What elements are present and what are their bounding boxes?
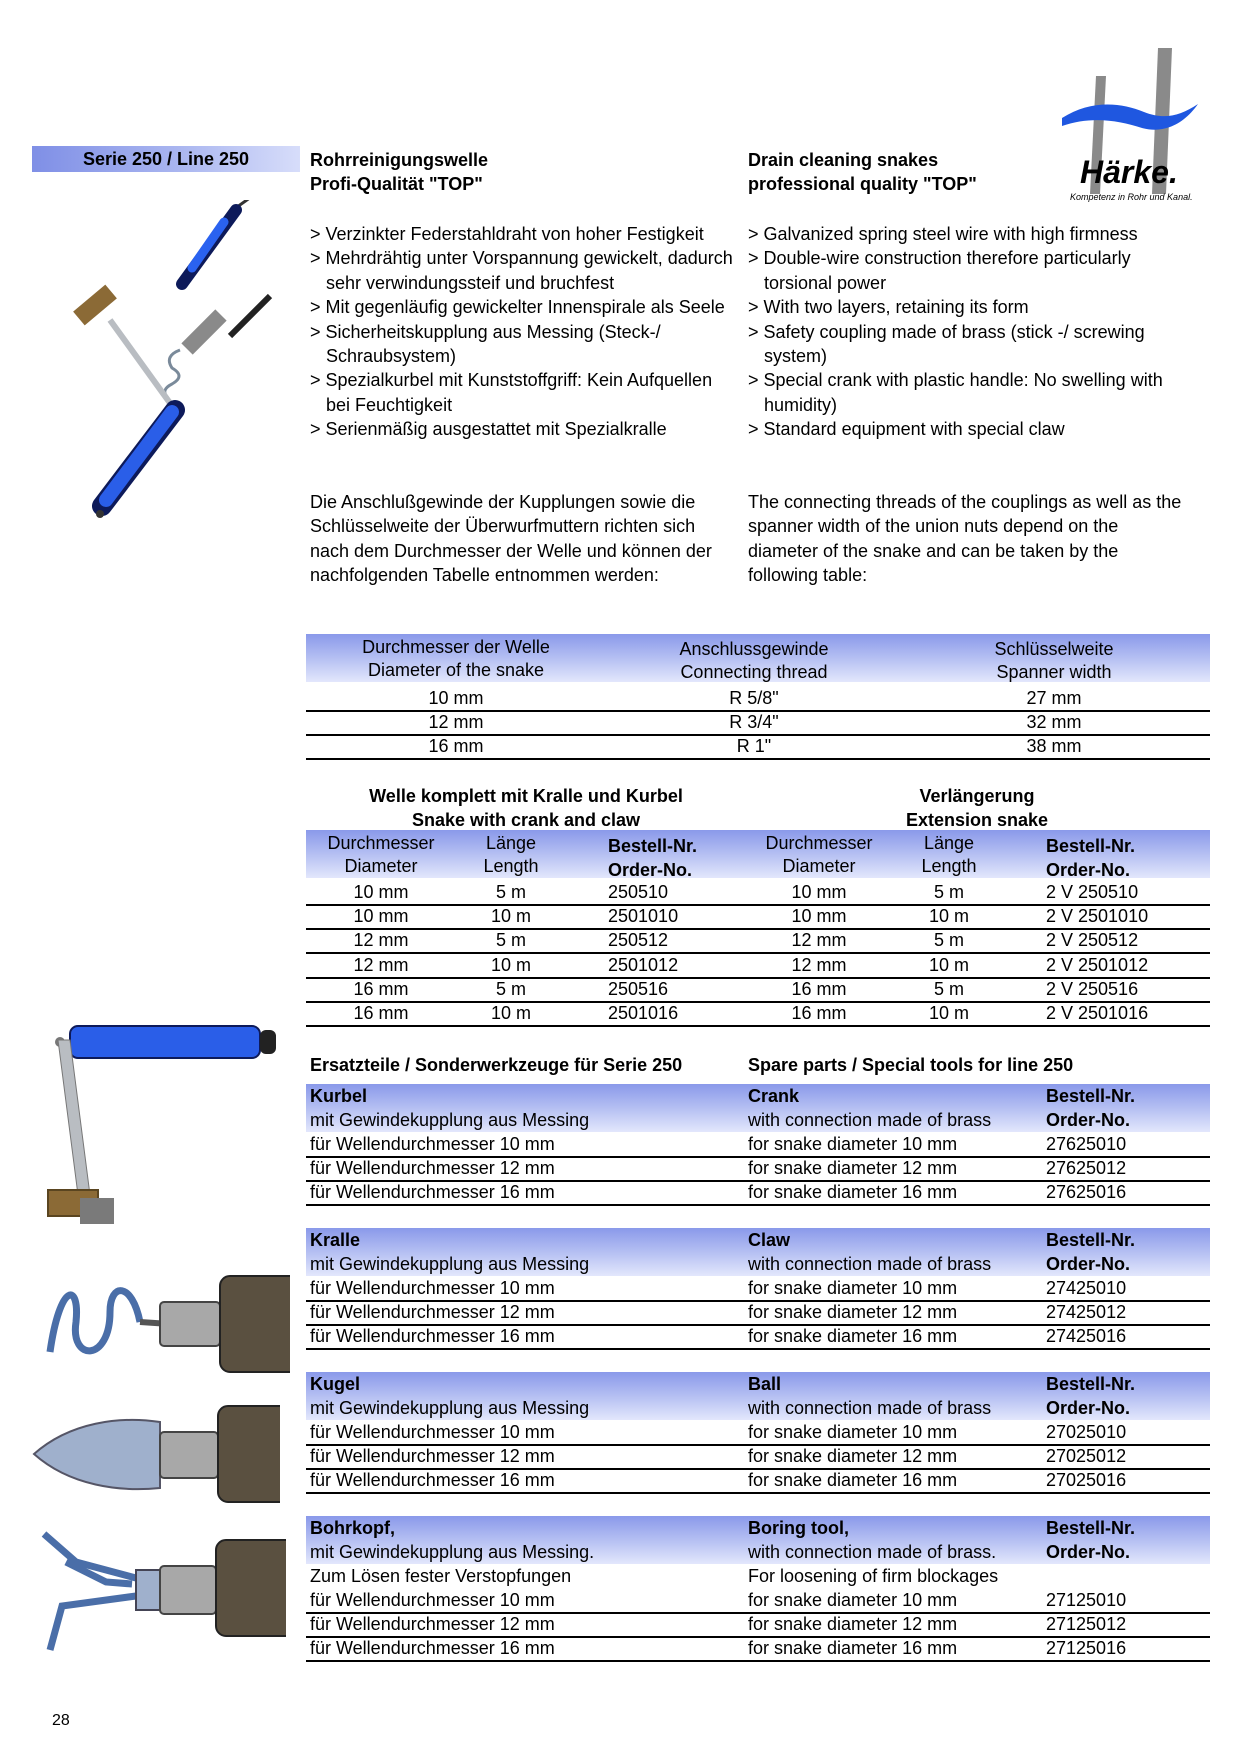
thread-table-row: 16 mm R 1" 38 mm xyxy=(306,734,1210,760)
part-row xyxy=(306,1468,1210,1494)
paragraph-en: The connecting threads of the couplings as well as the spanner width of the union nuts depend on the diameter of the snake and can be taken by the following table: xyxy=(748,492,1182,586)
part-order-label-de: Bestell-Nr. xyxy=(1046,1374,1136,1394)
part-sub-de: mit Gewindekupplung aus Messing xyxy=(310,1398,590,1418)
part-cell-en: for snake diameter 10 mm xyxy=(748,1134,958,1154)
part-name-de: Kurbel xyxy=(310,1086,368,1106)
part-cell-de: für Wellendurchmesser 12 mm xyxy=(310,1446,555,1467)
header-diameter-right: Durchmesser Diameter xyxy=(765,833,873,876)
part-row xyxy=(306,1612,1210,1638)
snake-table-row xyxy=(306,904,1210,930)
part-cell-en: for snake diameter 10 mm xyxy=(748,1422,958,1442)
part-cell-order: 27125010 xyxy=(1046,1590,1127,1610)
part-row xyxy=(306,1420,1210,1446)
part-order-label-de: Bestell-Nr. xyxy=(1046,1086,1136,1106)
snake-table-row xyxy=(306,928,1210,954)
part-sub-de: mit Gewindekupplung aus Messing xyxy=(310,1254,590,1274)
feature-en: > Standard equipment with special claw xyxy=(748,419,1065,440)
part-cell-de: für Wellendurchmesser 10 mm xyxy=(310,1590,555,1610)
thread-table-row: 12 mm R 3/4" 32 mm xyxy=(306,710,1210,736)
part-cell-de: für Wellendurchmesser 12 mm xyxy=(310,1158,555,1179)
part-order-label-en: Order-No. xyxy=(1046,1110,1131,1130)
part-sub2-en: For loosening of firm blockages xyxy=(748,1566,999,1586)
part-order-label-en: Order-No. xyxy=(1046,1542,1131,1562)
part-cell-en: for snake diameter 16 mm xyxy=(748,1470,958,1491)
paragraph-de: Die Anschlußgewinde der Kupplungen sowie die Schlüsselweite der Überwurfmuttern richten sich nach dem Durchmesser der Welle und können der nachfolgenden Tabelle entnommen werden: xyxy=(310,492,712,586)
feature-en: > Safety coupling made of brass (stick -/ screwing system) xyxy=(748,321,1145,367)
part-cell-en: for snake diameter 16 mm xyxy=(748,1638,958,1659)
snake-table-cell: 16 mm xyxy=(791,978,847,999)
part-cell-de: für Wellendurchmesser 10 mm xyxy=(310,1134,555,1154)
snake-table-left-title: Welle komplett mit Kralle und Kurbel Snake with crank and claw xyxy=(369,786,683,830)
snake-table-cell: 5 m xyxy=(495,930,526,951)
snake-table-cell: 5 m xyxy=(933,882,964,902)
part-cell-de: für Wellendurchmesser 16 mm xyxy=(310,1326,555,1347)
snake-table-cell: 250512 xyxy=(608,930,669,951)
header-order-left: Bestell-Nr. Order-No. xyxy=(608,836,698,880)
part-cell-de: für Wellendurchmesser 16 mm xyxy=(310,1470,555,1491)
part-cell-en: for snake diameter 10 mm xyxy=(748,1590,958,1610)
title-de-line2: Profi-Qualität "TOP" xyxy=(310,174,483,194)
part-cell-order: 27125012 xyxy=(1046,1614,1127,1635)
part-order-label-en: Order-No. xyxy=(1046,1254,1131,1274)
feature-en: > With two layers, retaining its form xyxy=(748,297,1029,318)
part-cell-order: 27625010 xyxy=(1046,1134,1127,1154)
snake-table-cell: 250510 xyxy=(608,882,669,902)
feature-en: > Galvanized spring steel wire with high firmness xyxy=(748,224,1138,244)
page-number: 28 xyxy=(52,1712,70,1729)
part-cell-en: for snake diameter 10 mm xyxy=(748,1278,958,1298)
snake-table-cell: 10 mm xyxy=(791,906,847,927)
feature-en: > Special crank with plastic handle: No swelling with humidity) xyxy=(748,370,1163,415)
part-cell-de: für Wellendurchmesser 16 mm xyxy=(310,1638,555,1659)
part-row xyxy=(306,1180,1210,1206)
part-name-de: Bohrkopf, xyxy=(310,1518,395,1538)
part-row xyxy=(306,1156,1210,1182)
snake-table-cell: 10 m xyxy=(490,906,532,927)
part-sub-en: with connection made of brass xyxy=(748,1110,992,1130)
title-en-line2: professional quality "TOP" xyxy=(748,174,977,194)
part-sub-en: with connection made of brass xyxy=(748,1398,992,1418)
part-cell-de: für Wellendurchmesser 16 mm xyxy=(310,1182,555,1203)
part-cell-en: for snake diameter 16 mm xyxy=(748,1326,958,1347)
snake-table-cell: 12 mm xyxy=(791,930,847,951)
part-cell-order: 27625016 xyxy=(1046,1182,1127,1203)
part-cell-order: 27625012 xyxy=(1046,1158,1127,1179)
snake-table-right-title: Verlängerung Extension snake xyxy=(905,786,1049,830)
claw-image xyxy=(40,1262,290,1382)
snake-table-cell: 10 m xyxy=(928,906,970,927)
features-en xyxy=(748,222,1188,442)
feature-de: > Spezialkurbel mit Kunststoffgriff: Kein Aufquellen bei Feuchtigkeit xyxy=(310,370,713,415)
part-sub2-de: Zum Lösen fester Verstopfungen xyxy=(310,1566,572,1586)
snake-table-cell: 2 V 2501016 xyxy=(1046,1003,1149,1023)
snake-table-cell: 10 m xyxy=(928,954,970,975)
snake-table-cell: 5 m xyxy=(495,978,526,999)
snake-table-cell: 2 V 250510 xyxy=(1046,882,1139,902)
series-label: Serie 250 / Line 250 xyxy=(32,146,300,172)
features-de xyxy=(310,222,740,442)
snake-table-row xyxy=(306,1001,1210,1027)
part-cell-order: 27025016 xyxy=(1046,1470,1127,1491)
part-sub-en: with connection made of brass xyxy=(748,1254,992,1274)
header-order-right: Bestell-Nr. Order-No. xyxy=(1046,836,1136,880)
logo-tagline: Kompetenz in Rohr und Kanal. xyxy=(1070,192,1193,202)
snake-table-cell: 10 mm xyxy=(353,882,409,902)
thread-header-spanner: Schlüsselweite Spanner width xyxy=(994,639,1114,682)
part-cell-order: 27425016 xyxy=(1046,1326,1127,1347)
snake-table-cell: 5 m xyxy=(933,930,964,951)
part-cell-en: for snake diameter 12 mm xyxy=(748,1614,958,1635)
snake-table-cell: 5 m xyxy=(933,978,964,999)
snake-table-cell: 2 V 2501012 xyxy=(1046,954,1149,975)
part-name-de: Kralle xyxy=(310,1230,361,1250)
part-row xyxy=(306,1636,1210,1662)
feature-de: > Verzinkter Federstahldraht von hoher Festigkeit xyxy=(310,224,704,244)
part-cell-en: for snake diameter 12 mm xyxy=(748,1158,958,1179)
feature-de: > Sicherheitskupplung aus Messing (Steck-/ Schraubsystem) xyxy=(310,321,661,367)
part-cell-en: for snake diameter 12 mm xyxy=(748,1446,958,1467)
part-name-de: Kugel xyxy=(310,1374,361,1394)
part-cell-en: for snake diameter 12 mm xyxy=(748,1302,958,1323)
snake-table-cell: 2 V 2501010 xyxy=(1046,906,1149,927)
spare-title-en: Spare parts / Special tools for line 250 xyxy=(748,1055,1074,1075)
feature-de: > Mit gegenläufig gewickelter Innenspirale als Seele xyxy=(310,297,725,318)
part-cell-de: für Wellendurchmesser 12 mm xyxy=(310,1614,555,1635)
snake-table-cell: 2501012 xyxy=(608,954,679,975)
part-cell-order: 27425012 xyxy=(1046,1302,1127,1323)
snake-table-cell: 12 mm xyxy=(353,930,409,951)
logo xyxy=(1060,46,1200,206)
part-name-en: Boring tool, xyxy=(748,1518,849,1538)
spare-title-de: Ersatzteile / Sonderwerkzeuge für Serie 250 xyxy=(310,1055,683,1075)
snake-table-cell: 10 mm xyxy=(791,882,847,902)
part-order-label-de: Bestell-Nr. xyxy=(1046,1518,1136,1538)
part-name-en: Ball xyxy=(748,1374,782,1394)
snake-table-cell: 2501010 xyxy=(608,906,679,927)
snake-table-cell: 2501016 xyxy=(608,1003,679,1023)
part-sub-de: mit Gewindekupplung aus Messing xyxy=(310,1110,590,1130)
part-sub-de: mit Gewindekupplung aus Messing. xyxy=(310,1542,595,1562)
snake-table-header xyxy=(306,830,1210,878)
thread-header-thread: Anschlussgewinde Connecting thread xyxy=(679,639,829,682)
part-cell-order: 27425010 xyxy=(1046,1278,1127,1298)
snake-table-cell: 16 mm xyxy=(791,1003,847,1023)
part-cell-order: 27025010 xyxy=(1046,1422,1127,1442)
snake-table-cell: 10 m xyxy=(490,954,532,975)
header-length-right: Länge Length xyxy=(921,833,977,876)
snake-with-crank-image xyxy=(40,200,290,520)
feature-de: > Serienmäßig ausgestattet mit Spezialkralle xyxy=(310,419,667,440)
part-cell-order: 27125016 xyxy=(1046,1638,1127,1659)
part-cell-en: for snake diameter 16 mm xyxy=(748,1182,958,1203)
snake-table-cell: 2 V 250516 xyxy=(1046,978,1139,999)
snake-table-cell: 10 mm xyxy=(353,906,409,927)
header-length-left: Länge Length xyxy=(483,833,539,876)
snake-table-cell: 12 mm xyxy=(791,954,847,975)
boring-tool-image xyxy=(36,1522,286,1662)
ball-image xyxy=(30,1392,280,1512)
snake-table-row xyxy=(306,977,1210,1003)
crank-image xyxy=(40,1020,290,1240)
snake-table-cell: 5 m xyxy=(495,882,526,902)
logo-name: Härke. xyxy=(1080,154,1178,190)
part-row xyxy=(306,1300,1210,1326)
part-row xyxy=(306,1444,1210,1470)
part-cell-de: für Wellendurchmesser 10 mm xyxy=(310,1278,555,1298)
part-sub-en: with connection made of brass. xyxy=(748,1542,997,1562)
snake-table-cell: 16 mm xyxy=(353,1003,409,1023)
part-cell-de: für Wellendurchmesser 10 mm xyxy=(310,1422,555,1442)
snake-table-cell: 16 mm xyxy=(353,978,409,999)
title-de xyxy=(310,148,488,196)
snake-table-cell: 2 V 250512 xyxy=(1046,930,1139,951)
part-name-en: Claw xyxy=(748,1230,791,1250)
part-row xyxy=(306,1132,1210,1158)
feature-en: > Double-wire construction therefore particularly torsional power xyxy=(748,248,1131,293)
part-name-en: Crank xyxy=(748,1086,800,1106)
snake-table-cell: 10 m xyxy=(490,1003,532,1023)
title-de-line1: Rohrreinigungswelle xyxy=(310,150,489,170)
snake-table-row xyxy=(306,880,1210,906)
feature-de: > Mehrdrähtig unter Vorspannung gewickelt, dadurch sehr verwindungssteif und bruchfest xyxy=(310,248,733,293)
part-order-label-de: Bestell-Nr. xyxy=(1046,1230,1136,1250)
part-row xyxy=(306,1588,1210,1614)
header-diameter-left: Durchmesser Diameter xyxy=(327,833,435,876)
title-en-line1: Drain cleaning snakes xyxy=(748,150,939,170)
snake-table-row xyxy=(306,953,1210,979)
thread-table-header xyxy=(306,634,1210,682)
part-cell-de: für Wellendurchmesser 12 mm xyxy=(310,1302,555,1323)
title-en xyxy=(748,148,977,196)
part-order-label-en: Order-No. xyxy=(1046,1398,1131,1418)
part-row xyxy=(306,1324,1210,1350)
thread-header-diameter: Durchmesser der Welle Diameter of the snake xyxy=(362,637,550,680)
snake-table-cell: 12 mm xyxy=(353,954,409,975)
part-row xyxy=(306,1276,1210,1302)
part-cell-order: 27025012 xyxy=(1046,1446,1127,1467)
thread-table-row: 10 mm R 5/8" 27 mm xyxy=(306,686,1210,712)
snake-table-cell: 250516 xyxy=(608,978,669,999)
snake-table-cell: 10 m xyxy=(928,1003,970,1023)
